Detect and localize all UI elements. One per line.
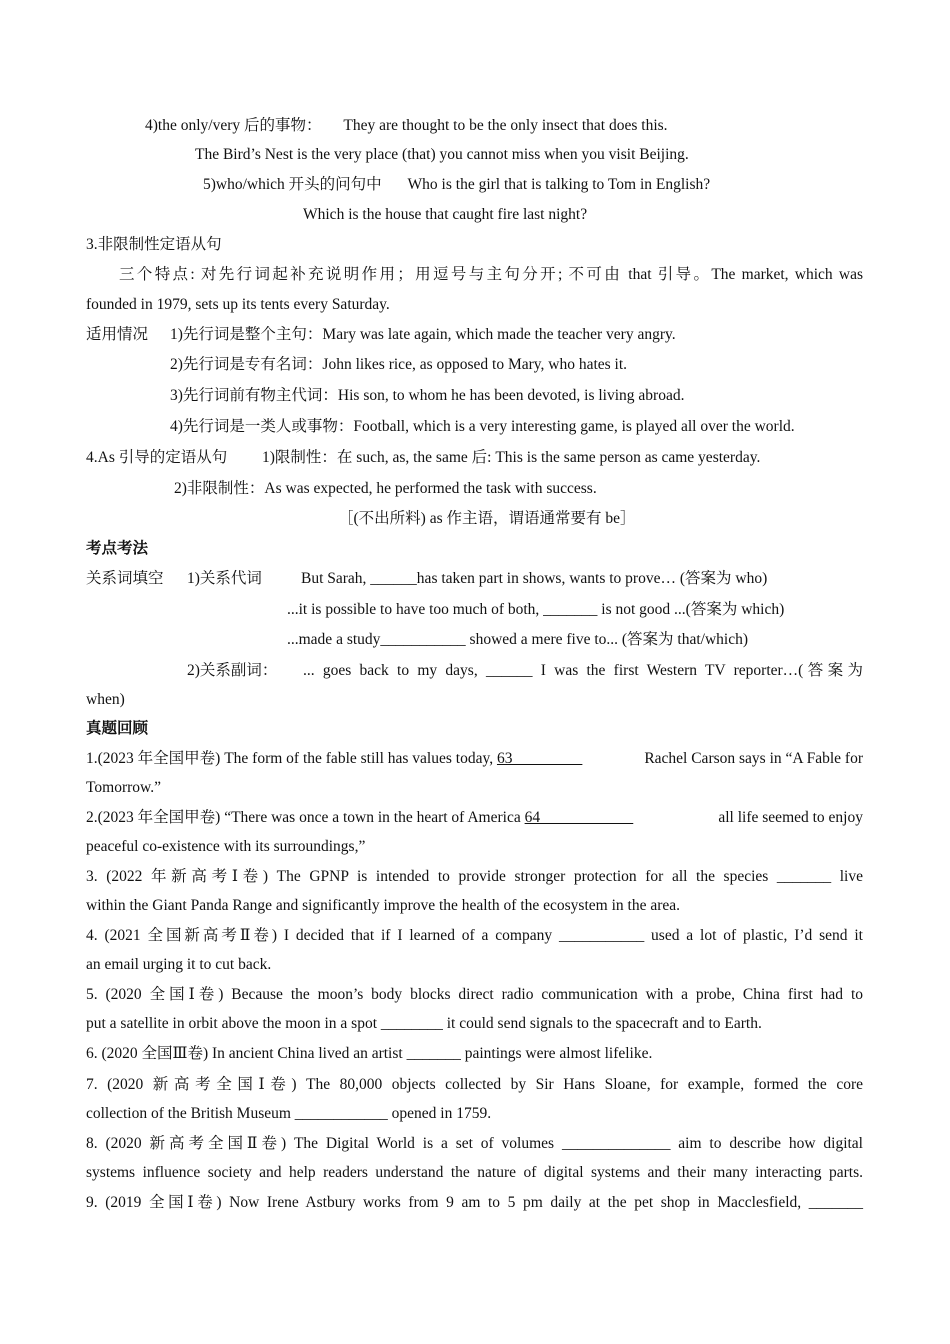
question-1-line-1 [86, 749, 863, 769]
question-5-line-2: put a satellite in orbit above the moon in a spot ________ it could send signals to the spacecraft and to Earth. [86, 1015, 762, 1032]
rc-case-4 [145, 116, 668, 136]
nonrestrictive-features-line-2: founded in 1979, sets up its tents every Saturday. [86, 296, 390, 313]
question-1-text-b: Rachel Carson says in “A Fable for [644, 750, 863, 767]
question-2-line-2: peaceful co-existence with its surroundings,” [86, 838, 366, 855]
as-clause-heading: 4.As 引导的定语从句 [86, 449, 228, 466]
nonrestrictive-usage-3: 3)先行词前有物主代词：His son, to whom he has been devoted, is living abroad. [170, 387, 685, 404]
question-2-blank: 64____________ [524, 809, 634, 826]
relative-adverb-label: 2)关系副词： [187, 662, 278, 679]
as-clause-restrictive: 1)限制性：在 such, as, the same 后: This is the same person as came yesterday. [262, 449, 761, 466]
question-4-line-1: 4. (2021 全国新高考Ⅱ卷) I decided that if I learned of a company ___________ used a lot of plastic, I’d send it [86, 927, 863, 944]
review-heading: 真题回顾 [86, 720, 149, 737]
question-9-line-1: 9. (2019 全国Ⅰ卷) Now Irene Astbury works from 9 am to 5 pm daily at the pet shop in Macclesfield, _______ [86, 1194, 863, 1211]
question-1-text-a: 1.(2023 年全国甲卷) The form of the fable still has values today, [86, 750, 494, 767]
question-4-line-2: an email urging it to cut back. [86, 956, 272, 973]
question-5-line-1: 5. (2020 全国Ⅰ卷) Because the moon’s body blocks direct radio communication with a probe, China first had to [86, 986, 863, 1003]
rc-case-5-label: 5)who/which 开头的问句中 [203, 176, 382, 193]
question-2-text-a: 2.(2023 年全国甲卷) “There was once a town in the heart of America [86, 809, 521, 826]
nonrestrictive-heading: 3.非限制性定语从句 [86, 236, 222, 253]
as-clause-nonrestrictive: 2)非限制性：As was expected, he performed the task with success. [174, 480, 597, 497]
question-3-line-1: 3. (2022 年新高考Ⅰ卷) The GPNP is intended to provide stronger protection for all the species _______ live [86, 868, 863, 885]
as-clause-note: ［(不出所料) as 作主语，谓语通常要有 be］ [338, 510, 636, 527]
rc-case-5-example-1: Who is the girl that is talking to Tom in English? [407, 176, 711, 193]
exam-points-heading: 考点考法 [86, 540, 149, 557]
relative-pronoun-example-2: ...it is possible to have too much of both, _______ is not good ...(答案为 which) [287, 601, 785, 618]
relative-pronoun-label: 1)关系代词 [187, 570, 262, 587]
question-8-line-2: systems influence society and help readers understand the nature of digital systems and their many interacting parts. [86, 1164, 863, 1181]
question-2-text-b: all life seemed to enjoy [718, 809, 863, 826]
rc-case-4-example-1: They are thought to be the only insect that does this. [343, 117, 668, 134]
question-7-line-2: collection of the British Museum ____________ opened in 1759. [86, 1105, 492, 1122]
question-7-line-1: 7. (2020 新高考全国Ⅰ卷) The 80,000 objects collected by Sir Hans Sloane, for example, formed the core [86, 1076, 863, 1093]
rc-case-4-label: 4)the only/very 后的事物： [145, 117, 322, 134]
rc-case-5 [203, 175, 710, 195]
nonrestrictive-usage-4: 4)先行词是一类人或事物：Football, which is a very interesting game, is played all over the world. [170, 418, 795, 435]
nonrestrictive-features-line-1: 三个特点: 对先行词起补充说明作用；用逗号与主句分开; 不可由 that 引导。The market, which was [119, 266, 863, 283]
relative-pronoun-example-1: But Sarah, ______has taken part in shows, wants to prove… (答案为 who) [301, 570, 768, 587]
rc-case-4-example-2: The Bird’s Nest is the very place (that) you cannot miss when you visit Beijing. [195, 146, 689, 163]
question-2-line-1 [86, 808, 863, 828]
relative-adverb-example-1-end: when) [86, 691, 125, 708]
question-3-line-2: within the Giant Panda Range and significantly improve the health of the ecosystem in the area. [86, 897, 680, 914]
question-8-line-1: 8. (2020 新高考全国Ⅱ卷) The Digital World is a set of volumes ______________ aim to describe how digital [86, 1135, 863, 1152]
question-6-line-1: 6. (2020 全国Ⅲ卷) In ancient China lived an artist _______ paintings were almost lifelike. [86, 1045, 653, 1062]
relative-pronoun-example-3: ...made a study___________ showed a mere five to... (答案为 that/which) [287, 631, 749, 648]
nonrestrictive-usage-2: 2)先行词是专有名词：John likes rice, as opposed to Mary, who hates it. [170, 356, 628, 373]
question-1-line-2: Tomorrow.” [86, 779, 161, 796]
rc-case-5-example-2: Which is the house that caught fire last night? [303, 206, 588, 223]
nonrestrictive-usage-label: 适用情况 [86, 326, 149, 343]
question-1-blank: 63_________ [496, 750, 583, 767]
relative-adverb-example-1: ... goes back to my days, ______ I was the first Western TV reporter…(答案为 [303, 662, 863, 679]
nonrestrictive-usage-1: 1)先行词是整个主句：Mary was late again, which made the teacher very angry. [170, 326, 676, 343]
exam-points-label: 关系词填空 [86, 570, 164, 587]
